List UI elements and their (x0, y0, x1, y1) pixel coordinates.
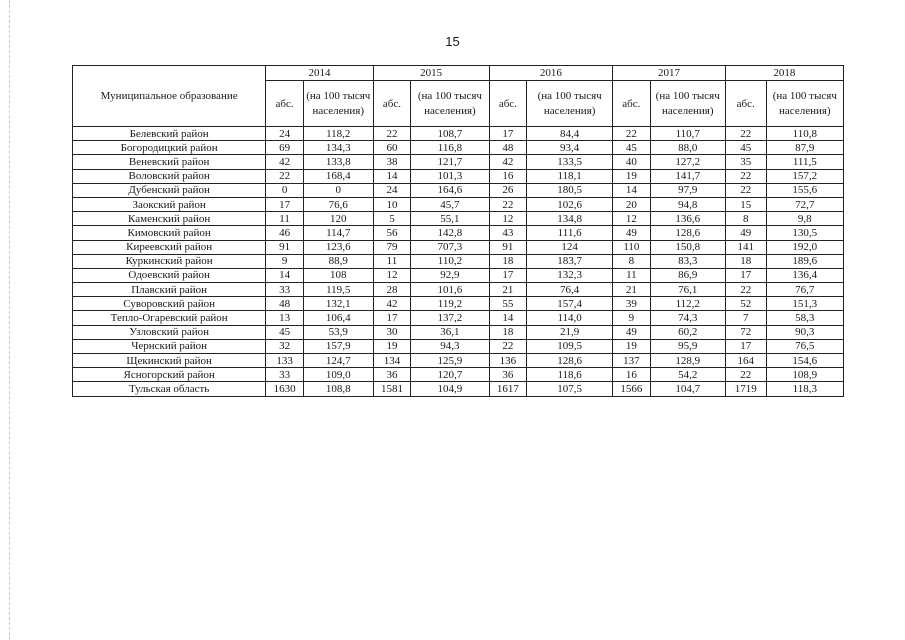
abs-value-cell: 21 (489, 283, 527, 297)
table-row (73, 297, 844, 311)
abs-value-cell: 18 (489, 254, 527, 268)
per100-value-cell: 45,7 (411, 197, 489, 211)
per100-value-cell: 76,6 (303, 197, 373, 211)
abs-value-cell: 18 (725, 254, 766, 268)
abs-header: абс. (613, 81, 651, 127)
per100-value-cell: 157,4 (527, 297, 613, 311)
per100-header: (на 100 тысяч населения) (650, 81, 725, 127)
abs-value-cell: 8 (725, 212, 766, 226)
abs-value-cell: 21 (613, 283, 651, 297)
per100-value-cell: 155,6 (766, 183, 843, 197)
municipality-name: Воловский район (73, 169, 266, 183)
per100-value-cell: 0 (303, 183, 373, 197)
municipality-name: Щекинский район (73, 354, 266, 368)
abs-value-cell: 9 (613, 311, 651, 325)
abs-value-cell: 33 (266, 368, 304, 382)
per100-value-cell: 92,9 (411, 268, 489, 282)
abs-value-cell: 49 (613, 325, 651, 339)
abs-value-cell: 26 (489, 183, 527, 197)
per100-value-cell: 118,2 (303, 127, 373, 141)
per100-value-cell: 180,5 (527, 183, 613, 197)
abs-value-cell: 22 (266, 169, 304, 183)
per100-value-cell: 84,4 (527, 127, 613, 141)
abs-header: абс. (725, 81, 766, 127)
per100-value-cell: 76,7 (766, 283, 843, 297)
abs-value-cell: 14 (489, 311, 527, 325)
municipality-name: Каменский район (73, 212, 266, 226)
per100-value-cell: 111,5 (766, 155, 843, 169)
per100-value-cell: 151,3 (766, 297, 843, 311)
abs-value-cell: 22 (725, 283, 766, 297)
left-margin-rule (9, 0, 10, 640)
statistics-table (72, 65, 844, 397)
per100-value-cell: 58,3 (766, 311, 843, 325)
abs-value-cell: 55 (489, 297, 527, 311)
per100-header: (на 100 тысяч населения) (527, 81, 613, 127)
municipality-name: Богородицкий район (73, 141, 266, 155)
abs-value-cell: 45 (725, 141, 766, 155)
per100-value-cell: 108,8 (303, 382, 373, 396)
page-number: 15 (445, 34, 460, 49)
abs-value-cell: 17 (266, 197, 304, 211)
per100-value-cell: 150,8 (650, 240, 725, 254)
abs-value-cell: 42 (266, 155, 304, 169)
municipality-name: Чернский район (73, 339, 266, 353)
per100-value-cell: 128,6 (527, 354, 613, 368)
year-header-row (73, 66, 844, 81)
per100-value-cell: 53,9 (303, 325, 373, 339)
abs-value-cell: 136 (489, 354, 527, 368)
abs-value-cell: 20 (613, 197, 651, 211)
per100-value-cell: 76,4 (527, 283, 613, 297)
abs-value-cell: 91 (489, 240, 527, 254)
per100-value-cell: 116,8 (411, 141, 489, 155)
abs-value-cell: 45 (266, 325, 304, 339)
abs-value-cell: 17 (725, 268, 766, 282)
table-row (73, 254, 844, 268)
abs-value-cell: 52 (725, 297, 766, 311)
table-row (73, 268, 844, 282)
municipality-column-header: Муниципальное образование (73, 66, 266, 127)
abs-value-cell: 137 (613, 354, 651, 368)
abs-value-cell: 1630 (266, 382, 304, 396)
per100-value-cell: 109,5 (527, 339, 613, 353)
per100-value-cell: 76,5 (766, 339, 843, 353)
per100-value-cell: 192,0 (766, 240, 843, 254)
table-row (73, 183, 844, 197)
per100-value-cell: 110,7 (650, 127, 725, 141)
abs-value-cell: 17 (489, 268, 527, 282)
per100-value-cell: 136,6 (650, 212, 725, 226)
per100-value-cell: 111,6 (527, 226, 613, 240)
per100-value-cell: 97,9 (650, 183, 725, 197)
table-row (73, 311, 844, 325)
abs-value-cell: 72 (725, 325, 766, 339)
abs-value-cell: 110 (613, 240, 651, 254)
municipality-name: Тепло-Огаревский район (73, 311, 266, 325)
per100-value-cell: 183,7 (527, 254, 613, 268)
municipality-name: Киреевский район (73, 240, 266, 254)
per100-value-cell: 90,3 (766, 325, 843, 339)
per100-value-cell: 164,6 (411, 183, 489, 197)
per100-value-cell: 109,0 (303, 368, 373, 382)
abs-value-cell: 24 (266, 127, 304, 141)
abs-value-cell: 8 (613, 254, 651, 268)
abs-value-cell: 38 (373, 155, 411, 169)
table-row (73, 339, 844, 353)
per100-value-cell: 106,4 (303, 311, 373, 325)
abs-value-cell: 11 (266, 212, 304, 226)
table-row (73, 240, 844, 254)
abs-value-cell: 19 (613, 339, 651, 353)
abs-value-cell: 22 (725, 183, 766, 197)
per100-value-cell: 128,9 (650, 354, 725, 368)
per100-value-cell: 118,3 (766, 382, 843, 396)
municipality-name: Куркинский район (73, 254, 266, 268)
abs-value-cell: 1581 (373, 382, 411, 396)
abs-value-cell: 17 (373, 311, 411, 325)
per100-value-cell: 120,7 (411, 368, 489, 382)
abs-value-cell: 11 (373, 254, 411, 268)
per100-value-cell: 157,9 (303, 339, 373, 353)
abs-value-cell: 91 (266, 240, 304, 254)
per100-value-cell: 124,7 (303, 354, 373, 368)
abs-value-cell: 5 (373, 212, 411, 226)
abs-value-cell: 133 (266, 354, 304, 368)
abs-value-cell: 36 (489, 368, 527, 382)
per100-value-cell: 142,8 (411, 226, 489, 240)
abs-value-cell: 22 (725, 127, 766, 141)
per100-value-cell: 72,7 (766, 197, 843, 211)
abs-value-cell: 12 (489, 212, 527, 226)
abs-value-cell: 164 (725, 354, 766, 368)
municipality-name: Дубенский район (73, 183, 266, 197)
abs-value-cell: 16 (489, 169, 527, 183)
abs-value-cell: 45 (613, 141, 651, 155)
table-row (73, 197, 844, 211)
per100-value-cell: 127,2 (650, 155, 725, 169)
abs-value-cell: 22 (725, 368, 766, 382)
per100-value-cell: 36,1 (411, 325, 489, 339)
abs-value-cell: 14 (613, 183, 651, 197)
municipality-name: Плавский район (73, 283, 266, 297)
per100-value-cell: 132,1 (303, 297, 373, 311)
abs-value-cell: 36 (373, 368, 411, 382)
per100-value-cell: 108 (303, 268, 373, 282)
per100-value-cell: 133,5 (527, 155, 613, 169)
abs-value-cell: 22 (373, 127, 411, 141)
per100-value-cell: 101,3 (411, 169, 489, 183)
municipality-name: Одоевский район (73, 268, 266, 282)
table-row (73, 382, 844, 396)
abs-value-cell: 17 (489, 127, 527, 141)
table-row (73, 354, 844, 368)
per100-value-cell: 114,0 (527, 311, 613, 325)
abs-value-cell: 24 (373, 183, 411, 197)
per100-value-cell: 125,9 (411, 354, 489, 368)
per100-value-cell: 93,4 (527, 141, 613, 155)
abs-value-cell: 1719 (725, 382, 766, 396)
table-row (73, 283, 844, 297)
per100-value-cell: 102,6 (527, 197, 613, 211)
abs-value-cell: 16 (613, 368, 651, 382)
per100-value-cell: 118,6 (527, 368, 613, 382)
abs-value-cell: 13 (266, 311, 304, 325)
abs-value-cell: 32 (266, 339, 304, 353)
abs-value-cell: 15 (725, 197, 766, 211)
per100-value-cell: 101,6 (411, 283, 489, 297)
abs-value-cell: 0 (266, 183, 304, 197)
abs-value-cell: 42 (489, 155, 527, 169)
year-header: 2018 (725, 66, 843, 81)
abs-header: абс. (489, 81, 527, 127)
abs-value-cell: 49 (725, 226, 766, 240)
per100-value-cell: 108,7 (411, 127, 489, 141)
abs-value-cell: 22 (725, 169, 766, 183)
municipality-name: Кимовский район (73, 226, 266, 240)
abs-value-cell: 33 (266, 283, 304, 297)
per100-value-cell: 119,2 (411, 297, 489, 311)
per100-value-cell: 94,8 (650, 197, 725, 211)
table-row (73, 212, 844, 226)
per100-value-cell: 110,8 (766, 127, 843, 141)
per100-value-cell: 137,2 (411, 311, 489, 325)
abs-value-cell: 22 (489, 197, 527, 211)
per100-header: (на 100 тысяч населения) (411, 81, 489, 127)
per100-value-cell: 132,3 (527, 268, 613, 282)
per100-value-cell: 128,6 (650, 226, 725, 240)
table-row (73, 325, 844, 339)
abs-value-cell: 42 (373, 297, 411, 311)
per100-value-cell: 95,9 (650, 339, 725, 353)
abs-value-cell: 11 (613, 268, 651, 282)
table-row (73, 169, 844, 183)
per100-value-cell: 114,7 (303, 226, 373, 240)
abs-value-cell: 79 (373, 240, 411, 254)
abs-value-cell: 56 (373, 226, 411, 240)
abs-value-cell: 49 (613, 226, 651, 240)
per100-value-cell: 110,2 (411, 254, 489, 268)
per100-value-cell: 104,7 (650, 382, 725, 396)
per100-value-cell: 134,8 (527, 212, 613, 226)
per100-header: (на 100 тысяч населения) (766, 81, 843, 127)
per100-value-cell: 107,5 (527, 382, 613, 396)
abs-value-cell: 35 (725, 155, 766, 169)
year-header: 2016 (489, 66, 612, 81)
abs-header: абс. (373, 81, 411, 127)
per100-value-cell: 134,3 (303, 141, 373, 155)
abs-value-cell: 19 (373, 339, 411, 353)
municipality-name: Суворовский район (73, 297, 266, 311)
abs-value-cell: 28 (373, 283, 411, 297)
per100-value-cell: 74,3 (650, 311, 725, 325)
abs-value-cell: 48 (489, 141, 527, 155)
abs-value-cell: 12 (613, 212, 651, 226)
abs-value-cell: 17 (725, 339, 766, 353)
abs-value-cell: 1566 (613, 382, 651, 396)
per100-value-cell: 124 (527, 240, 613, 254)
table-row (73, 368, 844, 382)
year-header: 2015 (373, 66, 489, 81)
per100-value-cell: 86,9 (650, 268, 725, 282)
per100-header: (на 100 тысяч населения) (303, 81, 373, 127)
abs-value-cell: 14 (373, 169, 411, 183)
table-row (73, 127, 844, 141)
municipality-name: Заокский район (73, 197, 266, 211)
per100-value-cell: 707,3 (411, 240, 489, 254)
per100-value-cell: 112,2 (650, 297, 725, 311)
per100-value-cell: 21,9 (527, 325, 613, 339)
abs-value-cell: 10 (373, 197, 411, 211)
abs-value-cell: 12 (373, 268, 411, 282)
per100-value-cell: 9,8 (766, 212, 843, 226)
abs-header: абс. (266, 81, 304, 127)
per100-value-cell: 83,3 (650, 254, 725, 268)
table-row (73, 226, 844, 240)
per100-value-cell: 133,8 (303, 155, 373, 169)
abs-value-cell: 1617 (489, 382, 527, 396)
abs-value-cell: 134 (373, 354, 411, 368)
municipality-name: Веневский район (73, 155, 266, 169)
table-row (73, 155, 844, 169)
abs-value-cell: 40 (613, 155, 651, 169)
abs-value-cell: 141 (725, 240, 766, 254)
abs-value-cell: 69 (266, 141, 304, 155)
municipality-name: Узловский район (73, 325, 266, 339)
abs-value-cell: 60 (373, 141, 411, 155)
abs-value-cell: 18 (489, 325, 527, 339)
abs-value-cell: 14 (266, 268, 304, 282)
municipality-name: Ясногорский район (73, 368, 266, 382)
per100-value-cell: 87,9 (766, 141, 843, 155)
year-header: 2017 (613, 66, 726, 81)
per100-value-cell: 55,1 (411, 212, 489, 226)
abs-value-cell: 48 (266, 297, 304, 311)
abs-value-cell: 39 (613, 297, 651, 311)
abs-value-cell: 46 (266, 226, 304, 240)
abs-value-cell: 22 (613, 127, 651, 141)
municipality-name: Белевский район (73, 127, 266, 141)
per100-value-cell: 88,0 (650, 141, 725, 155)
table-row (73, 141, 844, 155)
abs-value-cell: 7 (725, 311, 766, 325)
abs-value-cell: 22 (489, 339, 527, 353)
per100-value-cell: 189,6 (766, 254, 843, 268)
per100-value-cell: 60,2 (650, 325, 725, 339)
per100-value-cell: 88,9 (303, 254, 373, 268)
abs-value-cell: 9 (266, 254, 304, 268)
per100-value-cell: 54,2 (650, 368, 725, 382)
per100-value-cell: 104,9 (411, 382, 489, 396)
per100-value-cell: 94,3 (411, 339, 489, 353)
per100-value-cell: 120 (303, 212, 373, 226)
per100-value-cell: 108,9 (766, 368, 843, 382)
per100-value-cell: 118,1 (527, 169, 613, 183)
per100-value-cell: 157,2 (766, 169, 843, 183)
abs-value-cell: 19 (613, 169, 651, 183)
per100-value-cell: 154,6 (766, 354, 843, 368)
per100-value-cell: 121,7 (411, 155, 489, 169)
per100-value-cell: 119,5 (303, 283, 373, 297)
per100-value-cell: 76,1 (650, 283, 725, 297)
per100-value-cell: 123,6 (303, 240, 373, 254)
year-header: 2014 (266, 66, 373, 81)
per100-value-cell: 141,7 (650, 169, 725, 183)
municipality-name: Тульская область (73, 382, 266, 396)
per100-value-cell: 130,5 (766, 226, 843, 240)
abs-value-cell: 43 (489, 226, 527, 240)
table-body (73, 127, 844, 397)
abs-value-cell: 30 (373, 325, 411, 339)
per100-value-cell: 168,4 (303, 169, 373, 183)
per100-value-cell: 136,4 (766, 268, 843, 282)
